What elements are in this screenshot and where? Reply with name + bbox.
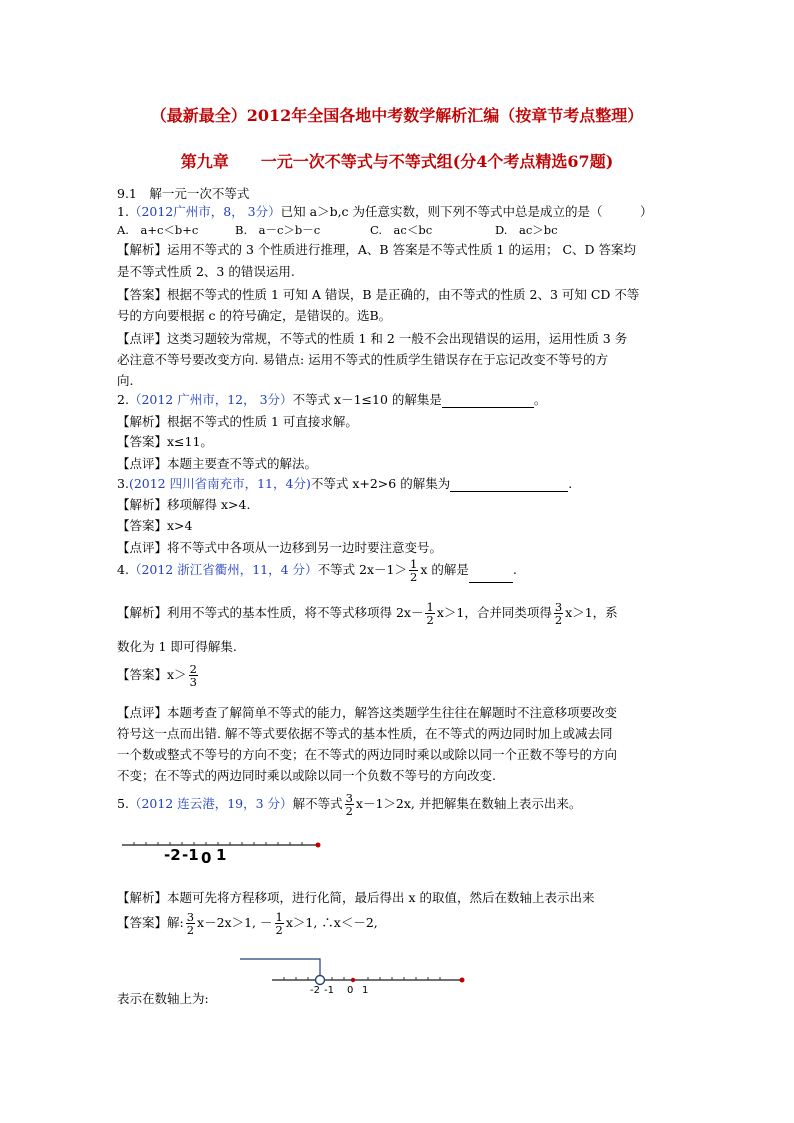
q4-answer-a: 【答案】x＞	[117, 667, 187, 682]
q1-stem: 已知 a＞b,c 为任意实数，则下列不等式中总是成立的是（ ）	[280, 204, 653, 219]
q5-answer-b: x－2x＞1, －	[197, 915, 273, 930]
q5-stem-b: x－1＞2x, 并把解集在数轴上表示出来。	[355, 796, 582, 811]
number-line-2	[236, 955, 472, 997]
q4-answer-fraction	[189, 663, 198, 688]
q2-answer: 【答案】x≤11。	[117, 434, 213, 449]
q4-comment-line3: 一个数或整式不等号的方向不变；在不等式的两边同时乘以或除以同一个正数不等号的方向	[117, 747, 618, 762]
q1-options	[117, 222, 558, 239]
q5-answer-fraction2	[275, 911, 284, 936]
fraction-numerator: 2	[189, 662, 197, 676]
q4-answer-blank	[469, 582, 513, 583]
q5-axis-caption: 表示在数轴上为:	[117, 991, 209, 1006]
q5-stem-line	[117, 792, 581, 817]
fraction-numerator: 1	[426, 600, 434, 614]
q2-stem-end: 。	[533, 392, 547, 407]
q1-comment-line1: 【点评】这类习题较为常规，不等式的性质 1 和 2 一般不会出现错误的运用，运用性质 3 务	[117, 331, 628, 346]
fraction-denominator: 2	[554, 613, 563, 627]
q1-option-d: D. ac＞bc	[495, 223, 558, 237]
q4-source: （2012 浙江省衢州，11，4 分）	[128, 562, 318, 577]
q1-number: 1.	[117, 204, 129, 219]
q2-analysis: 【解析】根据不等式的性质 1 可直接求解。	[117, 414, 358, 429]
q3-analysis: 【解析】移项解得 x>4.	[117, 497, 251, 512]
q4-answer-line	[117, 663, 200, 688]
fraction-denominator: 2	[186, 923, 195, 937]
q1-analysis-line1: 【解析】运用不等式的 3 个性质进行推理，A、B 答案是不等式性质 1 的运用； C、D 答案均	[117, 242, 637, 257]
q1-comment-line3: 向.	[117, 373, 134, 388]
q5-answer-fraction1	[186, 911, 195, 936]
fraction-numerator: 1	[410, 557, 418, 571]
axis2-label-neg1: -1	[324, 985, 334, 996]
fraction-numerator: 3	[345, 791, 353, 805]
q1-analysis-line2: 是不等式性质 2、3 的错误运用.	[117, 264, 295, 279]
document-title: （最新最全）2012年全国各地中考数学解析汇编（按章节考点整理）	[150, 106, 644, 125]
q4-stem-a: 不等式 2x－1＞	[317, 562, 407, 577]
q1-source: （2012广州市，8， 3分）	[128, 204, 281, 219]
q4-analysis-fraction2	[554, 601, 563, 626]
q1-comment-line2: 必注意不等号要改变方向. 易错点: 运用不等式的性质学生错误存在于忘记改变不等号的方	[117, 352, 609, 367]
arrow-end-dot	[316, 843, 321, 848]
q4-analysis-fraction1	[425, 601, 434, 626]
q4-comment-line1: 【点评】本题考查了解简单不等式的能力，解答这类题学生往往在解题时不注意移项要改变	[117, 705, 618, 720]
arrow-end-dot	[460, 978, 465, 983]
q4-fraction	[409, 558, 418, 583]
open-circle-marker	[316, 976, 325, 985]
fraction-denominator: 2	[410, 570, 418, 584]
q5-stem-a: 解不等式	[292, 796, 343, 811]
q2-answer-blank	[442, 407, 534, 408]
q2-comment: 【点评】本题主要查不等式的解法。	[117, 456, 318, 471]
q4-analysis-line1	[117, 601, 618, 626]
section-heading: 9.1 解一元一次不等式	[117, 186, 250, 201]
q2-source: （2012 广州市，12， 3分）	[128, 392, 293, 407]
q5-fraction	[345, 792, 354, 817]
axis1-label-neg2: -2	[164, 846, 181, 864]
q5-source: （2012 连云港，19，3 分）	[128, 796, 293, 811]
q1-stem-line	[117, 203, 653, 220]
q4-comment-line4: 不变；在不等式的两边同时乘以或除以同一个负数不等号的方向改变.	[117, 768, 496, 783]
fraction-denominator: 2	[345, 804, 353, 818]
q2-number: 2.	[117, 392, 129, 407]
q5-analysis: 【解析】本题可先将方程移项，进行化简，最后得出 x 的取值，然后在数轴上表示出来	[117, 890, 595, 905]
q1-answer-line2: 号的方向要根据 c 的符号确定，是错误的。选B。	[117, 308, 392, 323]
axis1-label-neg1: -1	[182, 846, 199, 864]
q4-stem-b: x 的解是	[420, 562, 469, 577]
fraction-numerator: 3	[186, 910, 195, 924]
number-line-1	[120, 836, 326, 866]
q5-answer-a: 【答案】解:	[117, 915, 184, 930]
q5-number: 5.	[117, 796, 129, 811]
q5-answer-line	[117, 911, 378, 936]
q4-stem-end: .	[512, 562, 517, 577]
q5-answer-c: x＞1, ∴x＜－2,	[285, 915, 378, 930]
solution-ray	[240, 959, 320, 980]
axis2-label-0: 0	[347, 985, 354, 996]
q3-source: (2012 四川省南充市，11，4分)	[128, 476, 311, 491]
q4-comment-line2: 符号这一点而出错. 解不等式要依据不等式的基本性质，在不等式的两边同时加上或减去同	[117, 726, 613, 741]
q4-number: 4.	[117, 562, 129, 577]
q1-option-b: B. a－c＞b－c	[235, 223, 321, 237]
q3-answer-blank	[450, 491, 568, 492]
axis1-label-0: 0	[201, 849, 212, 866]
q1-answer-line1: 【答案】根据不等式的性质 1 可知 A 错误，B 是正确的，由不等式的性质 2、3 可知 CD 不等	[117, 287, 640, 302]
q4-analysis-a: 【解析】利用不等式的基本性质，将不等式移项得 2x－	[117, 605, 424, 620]
q3-number: 3.	[117, 476, 129, 491]
q3-stem-line	[117, 475, 572, 492]
axis1-label-1: 1	[216, 846, 227, 864]
q3-stem-end: .	[568, 476, 573, 491]
point-zero-dot	[351, 978, 355, 982]
q4-analysis-line2: 数化为 1 即可得解集.	[117, 639, 237, 654]
fraction-denominator: 3	[189, 675, 197, 689]
q3-comment: 【点评】将不等式中各项从一边移到另一边时要注意变号。	[117, 540, 443, 555]
q2-stem: 不等式 x－1≤10 的解集是	[292, 392, 442, 407]
q1-option-c: C. ac＜bc	[370, 223, 433, 237]
q3-stem: 不等式 x+2>6 的解集为	[310, 476, 451, 491]
fraction-numerator: 3	[554, 600, 563, 614]
q4-analysis-b: x＞1，合并同类项得	[436, 605, 552, 620]
fraction-denominator: 2	[275, 923, 283, 937]
chapter-title: 第九章 一元一次不等式与不等式组(分4个考点精选67题)	[180, 152, 614, 171]
q1-option-a: A. a+c＜b+c	[117, 223, 199, 237]
fraction-denominator: 2	[426, 613, 434, 627]
axis2-label-1: 1	[362, 985, 369, 996]
q2-stem-line	[117, 391, 546, 408]
axis2-label-neg2: -2	[310, 985, 320, 996]
q4-stem-line	[117, 558, 517, 583]
fraction-numerator: 1	[275, 910, 283, 924]
q3-answer: 【答案】x>4	[117, 518, 193, 533]
q4-analysis-c: x＞1，系	[565, 605, 618, 620]
